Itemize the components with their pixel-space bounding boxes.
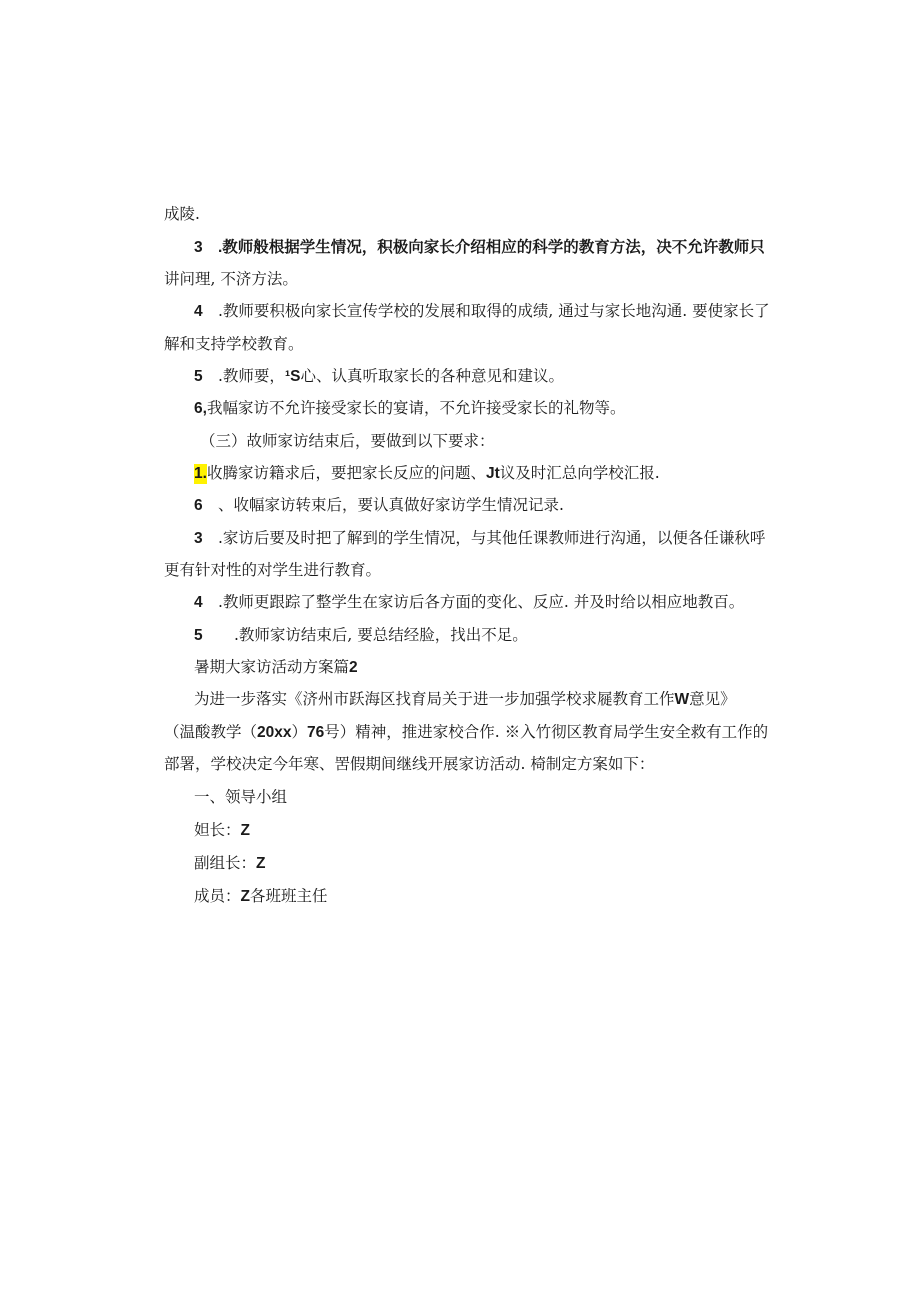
line-text-bold: 20xx	[257, 724, 292, 741]
line-text-bold: W	[674, 691, 690, 708]
role-members	[194, 886, 328, 907]
list-item-6	[194, 398, 625, 419]
paragraph-line	[194, 689, 736, 710]
paragraph-line	[164, 560, 381, 580]
line-text: 讲问理, 不济方法。	[164, 270, 298, 288]
list-number: 5	[194, 368, 203, 385]
line-text-bold: ¹S	[284, 368, 301, 385]
list-item-5	[194, 366, 564, 387]
line-text: 解和支持学校教育。	[164, 335, 304, 353]
paragraph-line	[164, 722, 768, 743]
list-number: 6	[194, 497, 203, 514]
list-item-3	[194, 237, 765, 258]
line-text: 我幅家访不允许接受家长的宴请，不允许接受家长的礼物等。	[206, 399, 626, 417]
line-text-bold: Jt	[485, 465, 500, 482]
paragraph-line	[164, 754, 654, 774]
line-text: 一、领导小组	[194, 788, 288, 806]
line-text: （温酸教学（	[164, 723, 258, 741]
line-text: 部署，学校决定今年寒、罟假期间继线开展家访活动. 椅制定方案如下：	[164, 755, 655, 773]
list-item-2	[194, 495, 564, 516]
line-text: .教师般根据学生情况，积极向家长介绍相应的科学的教育方法，决不允许教师只	[218, 239, 765, 256]
line-text: .教师要，	[218, 367, 285, 385]
paragraph-line	[164, 334, 304, 354]
line-text: （三）故师家访结束后，要做到以下要求：	[200, 432, 495, 450]
line-text: 成员：	[194, 887, 241, 905]
line-text: 更有针对性的对学生进行教育。	[164, 561, 382, 579]
list-number-highlighted: 1.	[194, 465, 207, 482]
line-text: .教师要积极向家长宣传学校的发展和取得的成绩, 通过与家长地沟通. 要使家长了	[218, 302, 770, 320]
line-text: 暑期大家访活动方案篇	[194, 658, 350, 676]
section-heading	[200, 431, 495, 451]
line-text: 号）精神，推进家校合作. ※入竹彻区教育局学生安全救有工作的	[324, 723, 769, 741]
line-text: 各班班主任	[249, 887, 328, 905]
list-number: 3	[194, 530, 203, 547]
list-item-1	[194, 463, 660, 484]
line-text: 、收幅家访转束后，要认真做好家访学生情况记录.	[218, 496, 564, 514]
list-number: 6,	[194, 400, 207, 417]
line-text: .教师更跟踪了整学生在家访后各方面的变化、反应. 并及时给以相应地教百。	[218, 593, 745, 611]
line-text-bold: 76	[307, 724, 325, 741]
article-title	[194, 657, 358, 678]
line-text: 意见》	[689, 690, 736, 708]
line-text: 成陵.	[164, 205, 200, 223]
line-text: .家访后要及时把了解到的学生情况，与其他任课教师进行沟通，以便各任谦秋呼	[218, 529, 766, 547]
list-number: 3	[194, 239, 203, 256]
line-text-bold: 2	[349, 659, 358, 676]
line-text: 副组长：	[194, 854, 257, 872]
line-text: 为进一步落实《济州市跃海区找育局关于进一步加强学校求屣教育工作	[194, 690, 675, 708]
line-text: 妲长：	[194, 821, 241, 839]
list-number: 4	[194, 303, 203, 320]
list-item-4	[194, 301, 770, 322]
list-number: 5	[194, 627, 203, 644]
list-item-5b	[194, 625, 528, 646]
line-text-bold: Z	[240, 822, 250, 839]
line-text: ）	[291, 723, 308, 741]
list-item-4b	[194, 592, 744, 613]
line-text: 议及时汇总向学校汇报.	[499, 464, 660, 482]
line-text: 收腾家访籍求后，要把家长反应的问题、	[206, 464, 486, 482]
line-text-bold: Z	[256, 855, 266, 872]
paragraph-line	[164, 269, 298, 289]
paragraph-line	[164, 204, 200, 224]
list-item-3b	[194, 528, 765, 549]
line-text: .教师家访结束后, 要总结经脸，找出不足。	[234, 626, 528, 644]
role-leader	[194, 820, 250, 841]
role-deputy-leader	[194, 853, 265, 874]
section-heading	[194, 787, 287, 807]
line-text-bold: Z	[240, 888, 250, 905]
list-number: 4	[194, 594, 203, 611]
line-text: 心、认真听取家长的各种意见和建议。	[300, 367, 564, 385]
